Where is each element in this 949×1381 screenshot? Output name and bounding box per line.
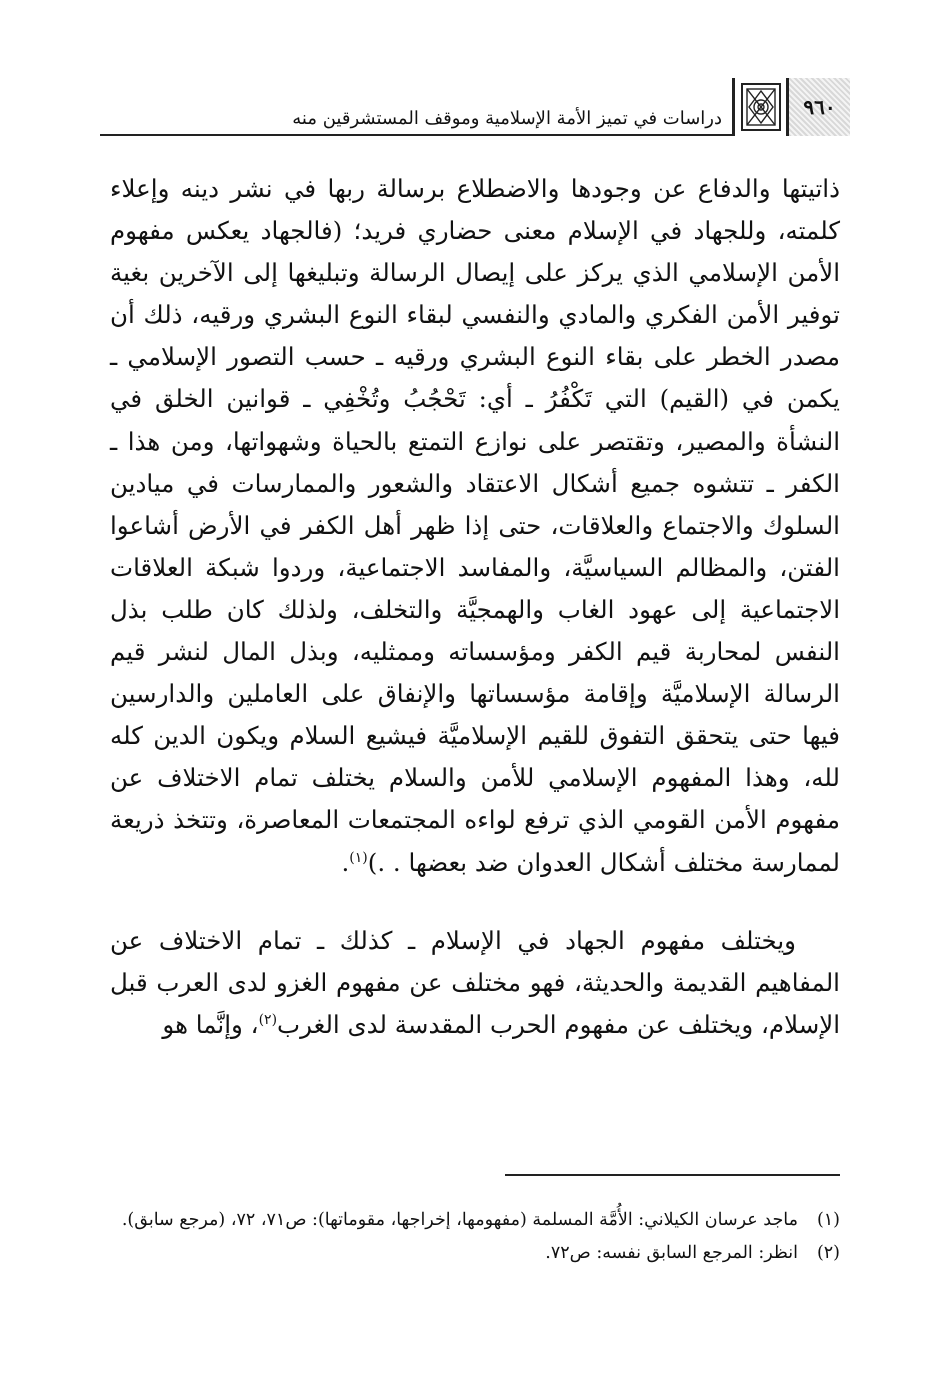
main-text (110, 168, 840, 1046)
footnote-text: ماجد عرسان الكيلاني: الأُمَّة المسلمة (مفهومها، إخراجها، مقوماتها): ص٧١، ٧٢، (مرجع سابق). (121, 1210, 798, 1230)
page-header (100, 78, 850, 136)
paragraph (110, 920, 840, 1046)
footnote-rule (505, 1174, 840, 1176)
footnote-ref: (١) (349, 849, 368, 866)
footnote (110, 1204, 840, 1237)
paragraph-text: ذاتيتها والدفاع عن وجودها والاضطلاع برسالة ربها في نشر دينه وإعلاء كلمته، وللجهاد في الإسلام معنى حضاري فريد؛ (فالجهاد يعكس مفهوم الأمن الإسلامي الذي يركز على إيصال الرسالة وتبليغها إلى الآخرين بغية توفير الأمن الفكري والمادي والنفسي لبقاء النوع البشري ورقيه، ذلك أن مصدر الخطر على بقاء النوع البشري ورقيه ـ حسب التصور الإسلامي ـ يكمن في (القيم) التي تَكْفُرُ ـ أي: تَحْجُبُ وتُخْفِي ـ قوانين الخلق في النشأة والمصير، وتقتصر على نوازع التمتع بالحياة وشهواتها، ومن هذا ـ الكفر ـ تتشوه جميع أشكال الاعتقاد والشعور والممارسات في ميادين السلوك والاجتماع والعلاقات، حتى إذا ظهر أهل الكفر في الأرض أشاعوا الفتن، والمظالم السياسيَّة، والمفاسد الاجتماعية، وردوا شبكة العلاقات الاجتماعية إلى عهود الغاب والهمجيَّة والتخلف، ولذلك كان طلب بذل النفس لمحاربة قيم الكفر ومؤسساته وممثليه، وبذل المال لنشر قيم الرسالة الإسلاميَّة وإقامة مؤسساتها والإنفاق على العاملين والدارسين فيها حتى يتحقق التفوق للقيم الإسلاميَّة فيشيع السلام ويكون الدين كله لله، وهذا المفهوم الإسلامي للأمن والسلام يختلف تمام الاختلاف عن مفهوم الأمن القومي الذي ترفع لواءه المجتمعات المعاصرة، وتتخذ ذريعة لممارسة مختلف أشكال العدوان ضد بعضها . .) (110, 174, 840, 877)
footnotes (110, 1204, 840, 1270)
footnote-ref: (٢) (258, 1011, 278, 1028)
footnote-text: انظر: المرجع السابق نفسه: ص٧٢. (545, 1243, 798, 1263)
running-title: دراسات في تميز الأمة الإسلامية وموقف المستشرقين منه (292, 108, 722, 129)
paragraph-text-continued: ، وإنَّما هو (162, 1009, 259, 1039)
page-number: ٩٦٠ (786, 78, 850, 136)
footnote (110, 1237, 840, 1270)
header-rule (100, 134, 732, 136)
paragraph-text: ويختلف مفهوم الجهاد في الإسلام ـ كذلك ـ تمام الاختلاف عن المفاهيم القديمة والحديثة، فهو مختلف عن مفهوم الغزو لدى العرب قبل الإسلام، ويختلف عن مفهوم الحرب المقدسة لدى الغرب (110, 925, 840, 1039)
footnote-number: (١) (816, 1210, 840, 1230)
paragraph (110, 168, 840, 884)
footnote-number: (٢) (816, 1243, 840, 1263)
ornament-icon (732, 78, 786, 136)
header-box (732, 78, 850, 136)
paragraph-end: . (341, 847, 350, 877)
